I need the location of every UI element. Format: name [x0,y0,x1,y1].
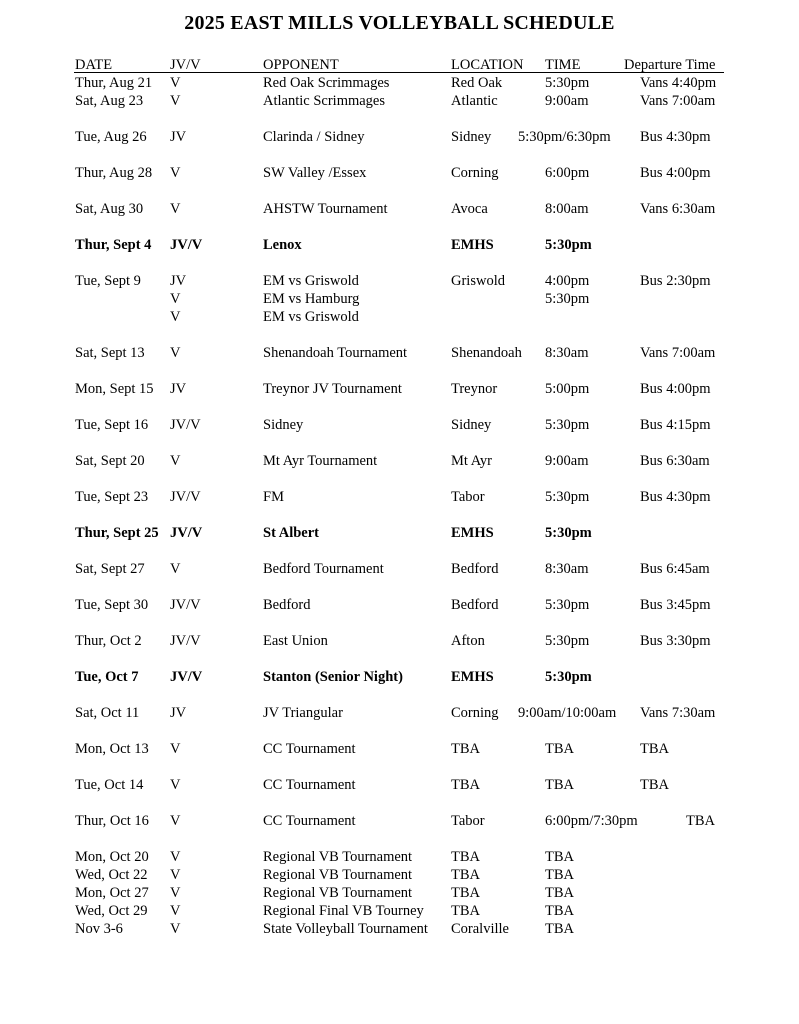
table-row [0,812,799,830]
row-time: TBA [545,867,574,883]
row-level: JV/V [170,525,203,541]
header-location: LOCATION [451,57,524,73]
row-opponent: EM vs Griswold [263,309,359,325]
header-date: DATE [75,57,113,73]
row-level: JV/V [170,633,201,649]
row-level: JV/V [170,669,203,685]
row-departure: Bus 3:30pm [640,633,711,649]
row-time: 6:00pm/7:30pm [545,813,638,829]
table-row [0,848,799,866]
row-date: Sat, Sept 27 [75,561,145,577]
row-time: 8:30am [545,345,589,361]
row-date: Tue, Sept 9 [75,273,141,289]
row-date: Wed, Oct 22 [75,867,148,883]
table-row [0,416,799,434]
row-date: Thur, Sept 4 [75,237,152,253]
row-date: Wed, Oct 29 [75,903,148,919]
table-row [0,200,799,218]
row-level: JV/V [170,237,203,253]
row-opponent: Mt Ayr Tournament [263,453,378,469]
row-level: V [170,201,181,217]
row-time: TBA [545,849,574,865]
row-time: 8:00am [545,201,589,217]
row-location: Atlantic [451,93,498,109]
row-level: JV/V [170,417,201,433]
row-date: Thur, Oct 2 [75,633,142,649]
table-row [0,344,799,362]
row-opponent: Regional VB Tournament [263,867,413,883]
row-time: 5:30pm [545,597,590,613]
row-location: EMHS [451,525,494,541]
row-departure: Bus 4:00pm [640,381,711,397]
row-level: V [170,921,181,937]
row-opponent: Clarinda / Sidney [263,129,365,145]
row-time: TBA [545,921,574,937]
table-row [0,560,799,578]
row-departure: TBA [640,777,669,793]
table-row [0,236,799,254]
row-opponent: State Volleyball Tournament [263,921,428,937]
table-row [0,866,799,884]
row-opponent: CC Tournament [263,813,356,829]
table-row [0,92,799,110]
table-row [0,164,799,182]
row-opponent: CC Tournament [263,777,356,793]
row-date: Sat, Sept 13 [75,345,145,361]
row-location: Bedford [451,561,499,577]
row-location: TBA [451,849,480,865]
row-location: Sidney [451,417,492,433]
row-date: Mon, Oct 20 [75,849,149,865]
row-date: Sat, Oct 11 [75,705,140,721]
table-row [0,272,799,290]
row-time: 5:30pm [545,633,590,649]
row-location: TBA [451,885,480,901]
table-row [0,920,799,938]
header-underline [74,72,724,73]
row-opponent: Bedford Tournament [263,561,384,577]
row-date: Tue, Aug 26 [75,129,147,145]
row-level: V [170,309,181,325]
row-location: Coralville [451,921,509,937]
row-date: Tue, Sept 16 [75,417,149,433]
row-time: 9:00am [545,453,589,469]
row-level: V [170,165,181,181]
row-time: TBA [545,777,574,793]
table-row [0,704,799,722]
row-departure: Bus 4:30pm [640,129,711,145]
row-location: Mt Ayr [451,453,492,469]
table-row [0,902,799,920]
row-time: TBA [545,903,574,919]
row-level: JV [170,381,187,397]
row-location: Sidney [451,129,492,145]
row-location: Corning [451,705,499,721]
row-date: Mon, Oct 27 [75,885,149,901]
row-location: Shenandoah [451,345,522,361]
row-opponent: St Albert [263,525,319,541]
row-time: 5:30pm/6:30pm [518,129,611,145]
row-opponent: Regional VB Tournament [263,849,413,865]
row-level: V [170,885,181,901]
header-opponent: OPPONENT [263,57,339,73]
row-opponent: Bedford [263,597,311,613]
row-opponent: Red Oak Scrimmages [263,75,390,91]
row-opponent: Regional VB Tournament [263,885,413,901]
row-location: Tabor [451,489,485,505]
header-time: TIME [545,57,581,73]
row-date: Mon, Sept 15 [75,381,154,397]
row-level: V [170,561,181,577]
row-opponent: Atlantic Scrimmages [263,93,386,109]
row-opponent: Treynor JV Tournament [263,381,402,397]
row-date: Sat, Sept 20 [75,453,145,469]
row-location: Afton [451,633,485,649]
row-location: Tabor [451,813,485,829]
row-location: TBA [451,903,480,919]
table-row [0,452,799,470]
row-departure: Vans 7:00am [640,345,716,361]
row-opponent: SW Valley /Essex [263,165,367,181]
row-time: 5:00pm [545,381,590,397]
row-time: TBA [545,741,574,757]
row-location: Bedford [451,597,499,613]
header-departure: Departure Time [624,57,716,73]
row-opponent: Regional Final VB Tourney [263,903,424,919]
row-departure: TBA [686,813,715,829]
row-time: 5:30pm [545,75,590,91]
row-level: V [170,903,181,919]
row-date: Sat, Aug 30 [75,201,144,217]
row-departure: Vans 7:00am [640,93,716,109]
table-row [0,524,799,542]
row-level: V [170,777,181,793]
row-departure: Vans 4:40pm [640,75,717,91]
row-location: TBA [451,741,480,757]
row-time: 9:00am [545,93,589,109]
row-opponent: Stanton (Senior Night) [263,669,403,685]
table-row [0,128,799,146]
row-departure: TBA [640,741,669,757]
row-departure: Bus 4:15pm [640,417,711,433]
row-level: V [170,291,181,307]
row-location: TBA [451,867,480,883]
row-time: 8:30am [545,561,589,577]
header-level: JV/V [170,57,201,73]
row-time: 5:30pm [545,525,592,541]
row-time: 5:30pm [545,417,590,433]
row-opponent: AHSTW Tournament [263,201,388,217]
row-level: V [170,867,181,883]
row-date: Tue, Oct 14 [75,777,144,793]
row-departure: Bus 4:00pm [640,165,711,181]
row-location: Treynor [451,381,498,397]
table-row [0,488,799,506]
row-location: Griswold [451,273,505,289]
table-row [0,884,799,902]
row-level: V [170,849,181,865]
row-date: Nov 3-6 [75,921,123,937]
row-opponent: East Union [263,633,328,649]
table-row [0,776,799,794]
row-departure: Vans 7:30am [640,705,716,721]
row-level: V [170,453,181,469]
row-time: 5:30pm [545,669,592,685]
row-location: Avoca [451,201,488,217]
row-location: EMHS [451,237,494,253]
row-time: TBA [545,885,574,901]
table-row [0,668,799,686]
row-date: Mon, Oct 13 [75,741,149,757]
row-date: Tue, Sept 23 [75,489,149,505]
page-title: 2025 EAST MILLS VOLLEYBALL SCHEDULE [184,12,615,34]
row-opponent: JV Triangular [263,705,343,721]
row-level: JV [170,129,187,145]
table-row [0,632,799,650]
row-time: 5:30pm [545,291,590,307]
row-date: Thur, Aug 21 [75,75,153,91]
table-row [0,74,799,92]
row-departure: Bus 6:30am [640,453,710,469]
table-row [0,290,799,308]
row-opponent: EM vs Hamburg [263,291,360,307]
row-time: 5:30pm [545,489,590,505]
row-level: V [170,741,181,757]
row-level: JV [170,273,187,289]
row-location: EMHS [451,669,494,685]
row-date: Tue, Sept 30 [75,597,149,613]
row-time: 9:00am/10:00am [518,705,617,721]
table-row [0,308,799,326]
row-location: TBA [451,777,480,793]
table-row [0,380,799,398]
row-location: Corning [451,165,499,181]
row-time: 4:00pm [545,273,590,289]
row-location: Red Oak [451,75,503,91]
row-level: JV [170,705,187,721]
row-time: 6:00pm [545,165,590,181]
row-departure: Vans 6:30am [640,201,716,217]
row-level: JV/V [170,597,201,613]
row-level: JV/V [170,489,201,505]
row-opponent: Shenandoah Tournament [263,345,408,361]
row-opponent: CC Tournament [263,741,356,757]
row-opponent: Lenox [263,237,302,253]
row-date: Thur, Sept 25 [75,525,159,541]
row-date: Thur, Oct 16 [75,813,149,829]
row-opponent: EM vs Griswold [263,273,359,289]
row-level: V [170,345,181,361]
table-row [0,740,799,758]
row-opponent: FM [263,489,284,505]
row-level: V [170,93,181,109]
row-date: Thur, Aug 28 [75,165,153,181]
row-departure: Bus 4:30pm [640,489,711,505]
row-departure: Bus 3:45pm [640,597,711,613]
row-time: 5:30pm [545,237,592,253]
row-level: V [170,813,181,829]
row-level: V [170,75,181,91]
row-departure: Bus 6:45am [640,561,710,577]
row-date: Tue, Oct 7 [75,669,139,685]
table-row [0,596,799,614]
row-opponent: Sidney [263,417,304,433]
row-departure: Bus 2:30pm [640,273,711,289]
row-date: Sat, Aug 23 [75,93,144,109]
